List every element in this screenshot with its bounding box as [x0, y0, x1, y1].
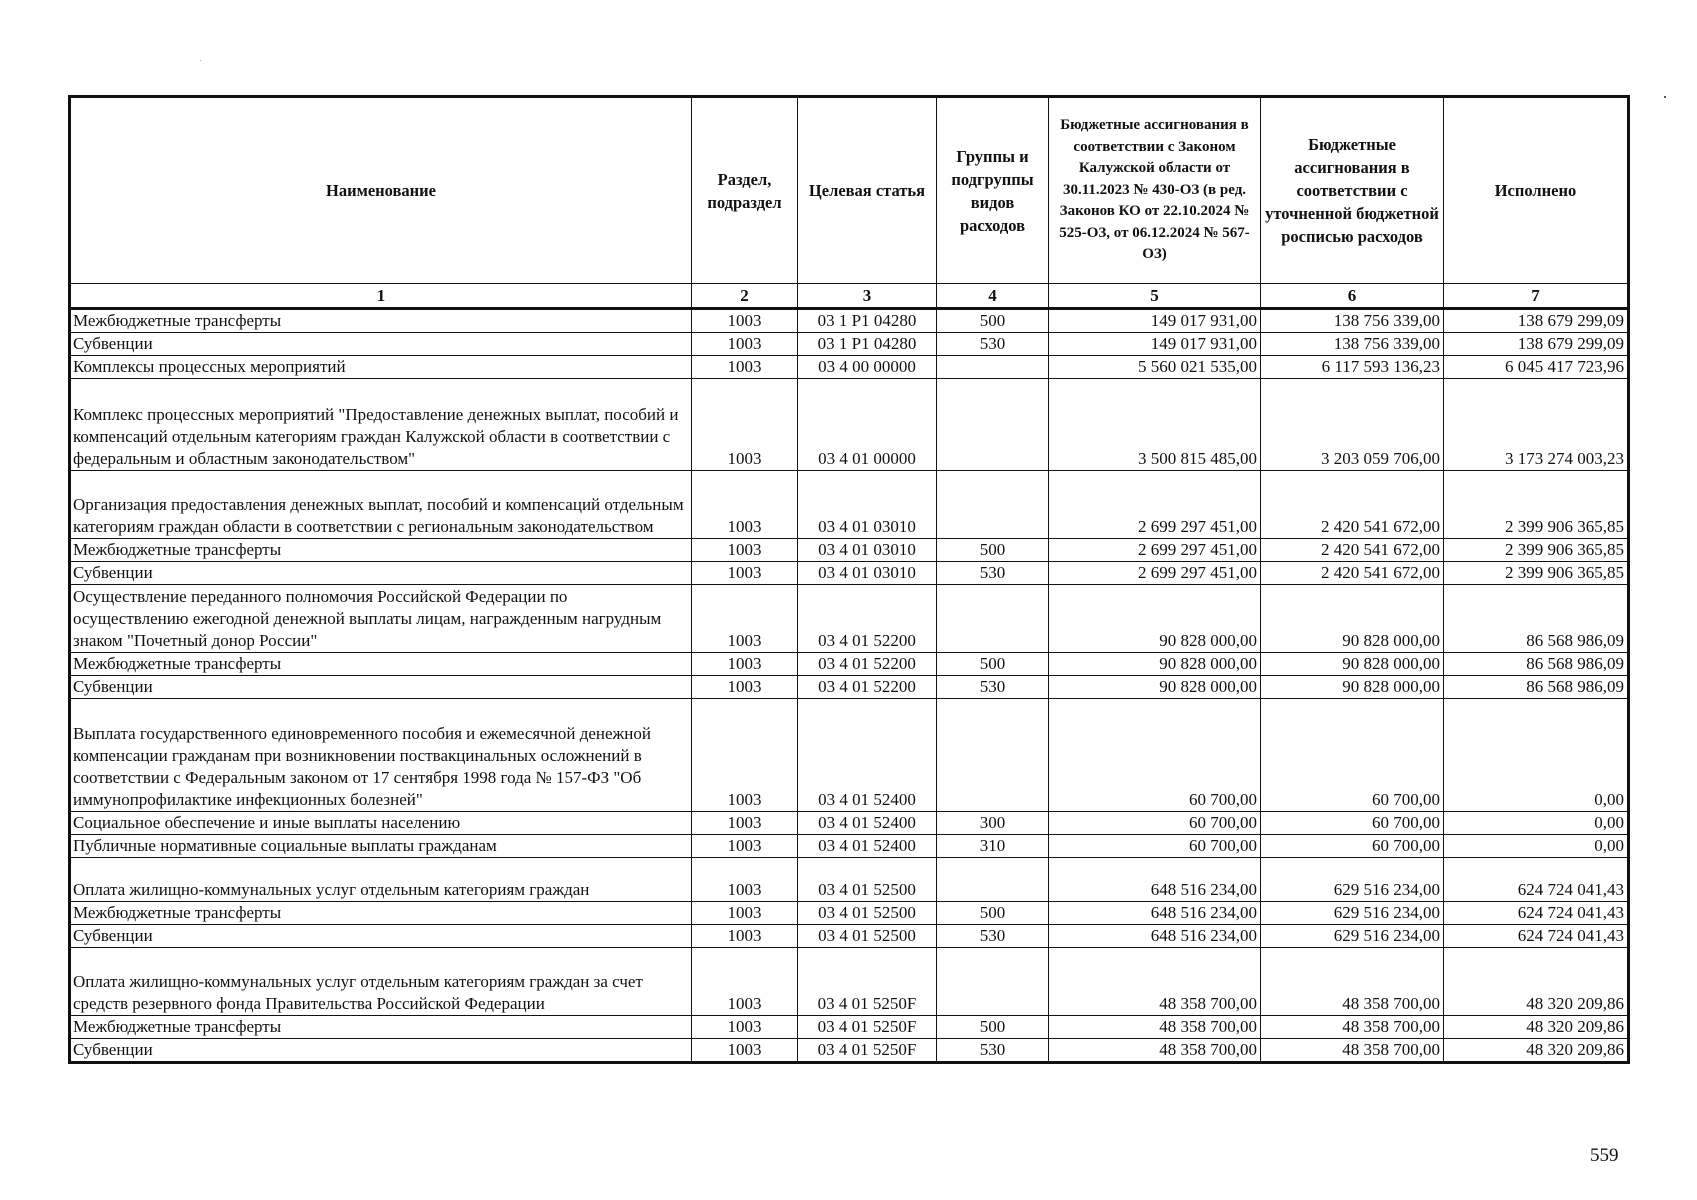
- table-row: [70, 562, 1629, 585]
- row-executed-amount-cell: 138 679 299,09: [1444, 333, 1629, 356]
- column-number: 3: [798, 284, 937, 309]
- row-law-amount-cell: 3 500 815 485,00: [1049, 379, 1261, 471]
- table-row: [70, 699, 1629, 812]
- row-target-article-cell: 03 1 Р1 04280: [798, 309, 937, 333]
- row-section-cell: 1003: [692, 699, 798, 812]
- row-target-article-cell: 03 4 01 5250F: [798, 1016, 937, 1039]
- row-law-amount-cell: 2 699 297 451,00: [1049, 562, 1261, 585]
- row-executed-amount-cell: 2 399 906 365,85: [1444, 539, 1629, 562]
- row-section-cell: 1003: [692, 812, 798, 835]
- row-executed-amount-cell: 0,00: [1444, 835, 1629, 858]
- row-refined-amount-cell: 60 700,00: [1261, 812, 1444, 835]
- row-target-article-cell: 03 4 01 03010: [798, 471, 937, 539]
- row-refined-amount-cell: 629 516 234,00: [1261, 902, 1444, 925]
- row-refined-amount-cell: 2 420 541 672,00: [1261, 562, 1444, 585]
- row-law-amount-cell: 90 828 000,00: [1049, 676, 1261, 699]
- row-expense-group-cell: [937, 699, 1049, 812]
- row-executed-amount-cell: 624 724 041,43: [1444, 925, 1629, 948]
- row-name-cell: Выплата государственного единовременного пособия и ежемесячной денежной компенсации гражданам при возникновении поствакцинальных осложнений в соответствии с Федеральным законом от 17 сентября 1998 года № 157-ФЗ "Об иммунопрофилактике инфекционных болезней": [70, 699, 692, 812]
- row-refined-amount-cell: 138 756 339,00: [1261, 333, 1444, 356]
- row-expense-group-cell: [937, 948, 1049, 1016]
- row-name-cell: Публичные нормативные социальные выплаты гражданам: [70, 835, 692, 858]
- row-section-cell: 1003: [692, 333, 798, 356]
- row-name-cell: Межбюджетные трансферты: [70, 653, 692, 676]
- row-name-cell: Организация предоставления денежных выплат, пособий и компенсаций отдельным категориям граждан области в соответствии с региональным законодательством: [70, 471, 692, 539]
- row-section-cell: 1003: [692, 948, 798, 1016]
- scan-speck: [200, 60, 201, 61]
- table-row: [70, 333, 1629, 356]
- row-expense-group-cell: 500: [937, 653, 1049, 676]
- row-section-cell: 1003: [692, 835, 798, 858]
- row-name-cell: Субвенции: [70, 562, 692, 585]
- row-target-article-cell: 03 4 01 52500: [798, 925, 937, 948]
- row-section-cell: 1003: [692, 1039, 798, 1063]
- row-expense-group-cell: 530: [937, 562, 1049, 585]
- table-row: [70, 356, 1629, 379]
- table-row: [70, 471, 1629, 539]
- row-executed-amount-cell: 2 399 906 365,85: [1444, 471, 1629, 539]
- header-expense-groups: Группы и подгруппы видов расходов: [937, 97, 1049, 284]
- row-expense-group-cell: [937, 585, 1049, 653]
- row-executed-amount-cell: 48 320 209,86: [1444, 1016, 1629, 1039]
- row-target-article-cell: 03 4 01 03010: [798, 562, 937, 585]
- row-refined-amount-cell: 2 420 541 672,00: [1261, 539, 1444, 562]
- row-target-article-cell: 03 4 01 52400: [798, 699, 937, 812]
- row-executed-amount-cell: 0,00: [1444, 812, 1629, 835]
- row-section-cell: 1003: [692, 309, 798, 333]
- row-law-amount-cell: 60 700,00: [1049, 812, 1261, 835]
- row-target-article-cell: 03 4 01 52400: [798, 812, 937, 835]
- row-name-cell: Комплекс процессных мероприятий "Предоставление денежных выплат, пособий и компенсаций отдельным категориям граждан Калужской области в соответствии с федеральным и областным законодательством": [70, 379, 692, 471]
- row-law-amount-cell: 648 516 234,00: [1049, 925, 1261, 948]
- row-section-cell: 1003: [692, 539, 798, 562]
- column-number: 5: [1049, 284, 1261, 309]
- row-section-cell: 1003: [692, 925, 798, 948]
- row-executed-amount-cell: 86 568 986,09: [1444, 676, 1629, 699]
- row-target-article-cell: 03 4 00 00000: [798, 356, 937, 379]
- table-row: [70, 812, 1629, 835]
- row-name-cell: Субвенции: [70, 333, 692, 356]
- row-refined-amount-cell: 629 516 234,00: [1261, 925, 1444, 948]
- row-refined-amount-cell: 3 203 059 706,00: [1261, 379, 1444, 471]
- row-section-cell: 1003: [692, 356, 798, 379]
- column-number: 4: [937, 284, 1049, 309]
- header-executed: Исполнено: [1444, 97, 1629, 284]
- row-target-article-cell: 03 4 01 52500: [798, 858, 937, 902]
- row-refined-amount-cell: 90 828 000,00: [1261, 676, 1444, 699]
- row-law-amount-cell: 48 358 700,00: [1049, 1016, 1261, 1039]
- row-refined-amount-cell: 60 700,00: [1261, 699, 1444, 812]
- header-name: Наименование: [70, 97, 692, 284]
- row-executed-amount-cell: 48 320 209,86: [1444, 948, 1629, 1016]
- row-refined-amount-cell: 6 117 593 136,23: [1261, 356, 1444, 379]
- row-refined-amount-cell: 60 700,00: [1261, 835, 1444, 858]
- row-section-cell: 1003: [692, 676, 798, 699]
- row-section-cell: 1003: [692, 858, 798, 902]
- scan-speck: [1664, 96, 1666, 98]
- table-row: [70, 902, 1629, 925]
- row-target-article-cell: 03 4 01 52200: [798, 653, 937, 676]
- row-expense-group-cell: 530: [937, 676, 1049, 699]
- row-refined-amount-cell: 90 828 000,00: [1261, 585, 1444, 653]
- row-refined-amount-cell: 2 420 541 672,00: [1261, 471, 1444, 539]
- row-refined-amount-cell: 629 516 234,00: [1261, 858, 1444, 902]
- row-name-cell: Межбюджетные трансферты: [70, 1016, 692, 1039]
- row-executed-amount-cell: 2 399 906 365,85: [1444, 562, 1629, 585]
- row-expense-group-cell: 310: [937, 835, 1049, 858]
- row-name-cell: Комплексы процессных мероприятий: [70, 356, 692, 379]
- budget-table-sheet: [68, 95, 1630, 1064]
- row-name-cell: Межбюджетные трансферты: [70, 309, 692, 333]
- row-law-amount-cell: 149 017 931,00: [1049, 309, 1261, 333]
- column-number: 2: [692, 284, 798, 309]
- header-row: [70, 97, 1629, 284]
- row-expense-group-cell: [937, 471, 1049, 539]
- row-section-cell: 1003: [692, 653, 798, 676]
- table-row: [70, 835, 1629, 858]
- row-refined-amount-cell: 138 756 339,00: [1261, 309, 1444, 333]
- header-refined-allocations: Бюджетные ассигнования в соответствии с уточненной бюджетной росписью расходов: [1261, 97, 1444, 284]
- header-law-allocations: Бюджетные ассигнования в соответствии с Законом Калужской области от 30.11.2023 № 430-ОЗ (в ред. Законов КО от 22.10.2024 № 525-ОЗ, от 06.12.2024 № 567-ОЗ): [1049, 97, 1261, 284]
- column-number: 1: [70, 284, 692, 309]
- row-target-article-cell: 03 4 01 52200: [798, 676, 937, 699]
- row-expense-group-cell: 500: [937, 1016, 1049, 1039]
- table-row: [70, 585, 1629, 653]
- row-law-amount-cell: 2 699 297 451,00: [1049, 471, 1261, 539]
- table-row: [70, 379, 1629, 471]
- row-target-article-cell: 03 4 01 03010: [798, 539, 937, 562]
- row-law-amount-cell: 149 017 931,00: [1049, 333, 1261, 356]
- row-law-amount-cell: 48 358 700,00: [1049, 948, 1261, 1016]
- row-target-article-cell: 03 4 01 52400: [798, 835, 937, 858]
- row-expense-group-cell: [937, 356, 1049, 379]
- row-target-article-cell: 03 4 01 00000: [798, 379, 937, 471]
- table-row: [70, 309, 1629, 333]
- row-name-cell: Межбюджетные трансферты: [70, 539, 692, 562]
- column-number: 7: [1444, 284, 1629, 309]
- row-target-article-cell: 03 4 01 5250F: [798, 948, 937, 1016]
- table-row: [70, 858, 1629, 902]
- row-executed-amount-cell: 624 724 041,43: [1444, 858, 1629, 902]
- row-expense-group-cell: 500: [937, 539, 1049, 562]
- row-expense-group-cell: 500: [937, 309, 1049, 333]
- table-body: [70, 309, 1629, 1063]
- row-target-article-cell: 03 1 Р1 04280: [798, 333, 937, 356]
- row-expense-group-cell: 530: [937, 1039, 1049, 1063]
- row-law-amount-cell: 648 516 234,00: [1049, 858, 1261, 902]
- row-expense-group-cell: 530: [937, 925, 1049, 948]
- row-name-cell: Оплата жилищно-коммунальных услуг отдельным категориям граждан за счет средств резервного фонда Правительства Российской Федерации: [70, 948, 692, 1016]
- row-refined-amount-cell: 48 358 700,00: [1261, 948, 1444, 1016]
- header-section: Раздел, подраздел: [692, 97, 798, 284]
- row-name-cell: Межбюджетные трансферты: [70, 902, 692, 925]
- row-expense-group-cell: 500: [937, 902, 1049, 925]
- column-number-row: [70, 284, 1629, 309]
- row-section-cell: 1003: [692, 1016, 798, 1039]
- page-number: 559: [1590, 1145, 1619, 1166]
- row-expense-group-cell: [937, 379, 1049, 471]
- row-name-cell: Субвенции: [70, 925, 692, 948]
- row-expense-group-cell: 300: [937, 812, 1049, 835]
- row-section-cell: 1003: [692, 379, 798, 471]
- row-law-amount-cell: 60 700,00: [1049, 699, 1261, 812]
- row-name-cell: Оплата жилищно-коммунальных услуг отдельным категориям граждан: [70, 858, 692, 902]
- table-row: [70, 1039, 1629, 1063]
- row-section-cell: 1003: [692, 902, 798, 925]
- row-law-amount-cell: 90 828 000,00: [1049, 585, 1261, 653]
- row-executed-amount-cell: 0,00: [1444, 699, 1629, 812]
- row-law-amount-cell: 90 828 000,00: [1049, 653, 1261, 676]
- row-refined-amount-cell: 90 828 000,00: [1261, 653, 1444, 676]
- row-executed-amount-cell: 48 320 209,86: [1444, 1039, 1629, 1063]
- budget-execution-table: [68, 95, 1630, 1064]
- row-section-cell: 1003: [692, 562, 798, 585]
- column-number: 6: [1261, 284, 1444, 309]
- row-section-cell: 1003: [692, 585, 798, 653]
- row-refined-amount-cell: 48 358 700,00: [1261, 1016, 1444, 1039]
- header-target-article: Целевая статья: [798, 97, 937, 284]
- row-name-cell: Субвенции: [70, 1039, 692, 1063]
- row-executed-amount-cell: 3 173 274 003,23: [1444, 379, 1629, 471]
- row-executed-amount-cell: 624 724 041,43: [1444, 902, 1629, 925]
- row-law-amount-cell: 48 358 700,00: [1049, 1039, 1261, 1063]
- table-row: [70, 676, 1629, 699]
- row-executed-amount-cell: 86 568 986,09: [1444, 653, 1629, 676]
- row-name-cell: Осуществление переданного полномочия Российской Федерации по осуществлению ежегодной денежной выплаты лицам, награжденным нагрудным знаком "Почетный донор России": [70, 585, 692, 653]
- table-row: [70, 948, 1629, 1016]
- row-section-cell: 1003: [692, 471, 798, 539]
- row-name-cell: Субвенции: [70, 676, 692, 699]
- row-target-article-cell: 03 4 01 52500: [798, 902, 937, 925]
- table-row: [70, 925, 1629, 948]
- row-law-amount-cell: 60 700,00: [1049, 835, 1261, 858]
- table-row: [70, 1016, 1629, 1039]
- row-law-amount-cell: 5 560 021 535,00: [1049, 356, 1261, 379]
- row-executed-amount-cell: 6 045 417 723,96: [1444, 356, 1629, 379]
- row-target-article-cell: 03 4 01 52200: [798, 585, 937, 653]
- row-executed-amount-cell: 86 568 986,09: [1444, 585, 1629, 653]
- row-target-article-cell: 03 4 01 5250F: [798, 1039, 937, 1063]
- row-name-cell: Социальное обеспечение и иные выплаты населению: [70, 812, 692, 835]
- table-row: [70, 653, 1629, 676]
- row-refined-amount-cell: 48 358 700,00: [1261, 1039, 1444, 1063]
- row-law-amount-cell: 648 516 234,00: [1049, 902, 1261, 925]
- row-expense-group-cell: 530: [937, 333, 1049, 356]
- table-row: [70, 539, 1629, 562]
- row-law-amount-cell: 2 699 297 451,00: [1049, 539, 1261, 562]
- row-executed-amount-cell: 138 679 299,09: [1444, 309, 1629, 333]
- row-expense-group-cell: [937, 858, 1049, 902]
